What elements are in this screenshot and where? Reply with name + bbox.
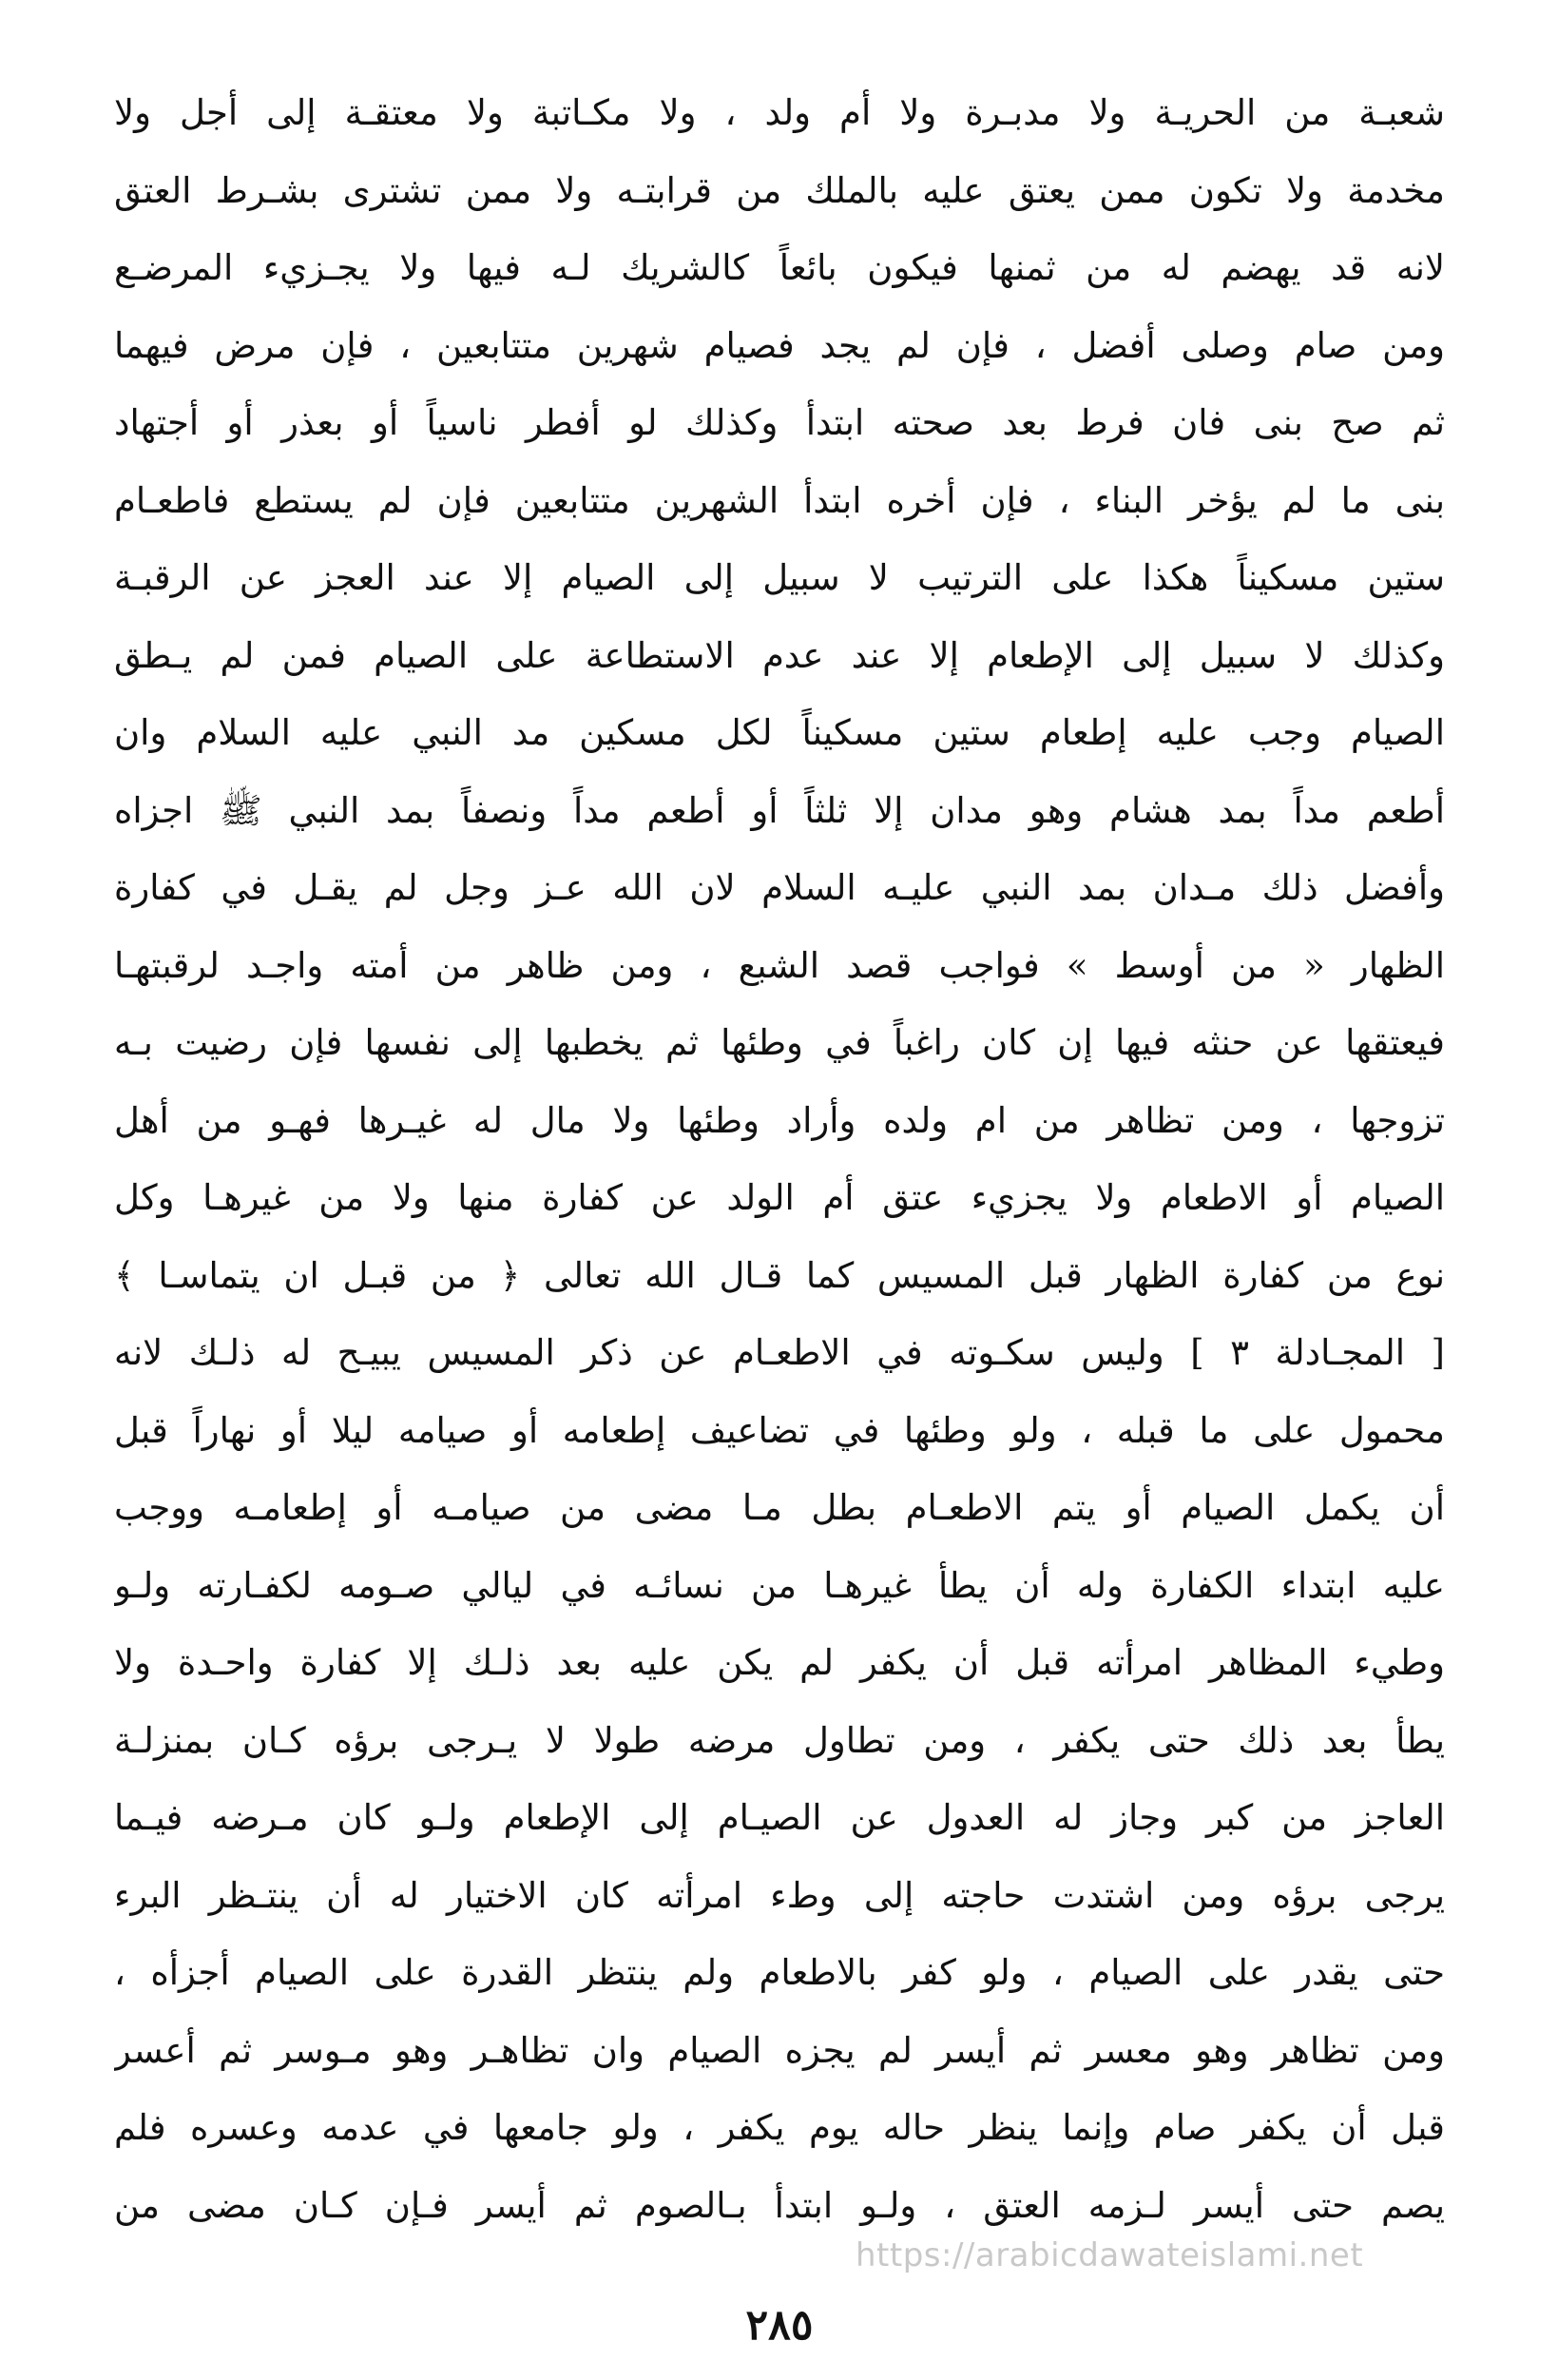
text-line: أن يكمل الصيام أو يتم الاطعـام بطل مـا مضى من صيامـه أو إطعامـه ووجب	[114, 1487, 1445, 1528]
text-line: شعبـة من الحريـة ولا مدبـرة ولا أم ولد ، ولا مكـاتبة ولا معتقـة إلى أجل ولا	[114, 92, 1445, 133]
text-line: [ المجـادلة ٣ ] وليس سكـوته في الاطعـام عن ذكر المسيس يبيـح له ذلـك لانه	[114, 1332, 1445, 1373]
text-line: ومن صام وصلى أفضل ، فإن لم يجد فصيام شهرين متتابعين ، فإن مرض فيهما	[114, 324, 1445, 366]
text-line: ثم صح بنى فان فرط بعد صحته ابتدأ وكذلك لو أفطر ناسياً أو بعذر أو أجتهاد	[114, 402, 1445, 443]
text-line: يرجى برؤه ومن اشتدت حاجته إلى وطء امرأته كان الاختيار له أن ينتـظر البرء	[114, 1874, 1445, 1916]
text-line: يطأ بعد ذلك حتى يكفر ، ومن تطاول مرضه طولا لا يـرجى برؤه كـان بمنزلـة	[114, 1719, 1445, 1761]
watermark-url: https://arabicdawateislami.net	[856, 2236, 1364, 2274]
text-line: فيعتقها عن حنثه فيها إن كان راغباً في وطئها ثم يخطبها إلى نفسها فإن رضيت بـه	[114, 1022, 1445, 1063]
text-line: ستين مسكيناً هكذا على الترتيب لا سبيل إلى الصيام إلا عند العجز عن الرقبـة	[114, 557, 1445, 598]
body-text	[114, 74, 1445, 2244]
text-line: وكذلك لا سبيل إلى الإطعام إلا عند عدم الاستطاعة على الصيام فمن لم يـطق	[114, 634, 1445, 676]
text-line: مخدمة ولا تكون ممن يعتق عليه بالملك من قرابتـه ولا ممن تشترى بشـرط العتق	[114, 169, 1445, 211]
text-line: ومن تظاهر وهو معسر ثم أيسر لم يجزه الصيام وان تظاهـر وهو مـوسر ثم أعسر	[114, 2029, 1445, 2071]
text-line: نوع من كفارة الظهار قبل المسيس كما قـال الله تعالى ﴿ من قبـل ان يتماسـا ﴾	[114, 1254, 1445, 1296]
text-line: الظهار « من أوسط » فواجب قصد الشبع ، ومن ظاهر من أمته واجـد لرقبتهـا	[114, 944, 1445, 986]
text-line: وأفضل ذلك مـدان بمد النبي عليـه السلام لان الله عـز وجل لم يقـل في كفارة	[114, 867, 1445, 908]
text-line: يصم حتى أيسر لـزمه العتق ، ولـو ابتدأ بـالصوم ثم أيسر فـإن كـان مضى من	[114, 2184, 1445, 2226]
text-line: الصيام أو الاطعام ولا يجزيء عتق أم الولد عن كفارة منها ولا من غيرهـا وكل	[114, 1177, 1445, 1218]
text-line: العاجز من كبر وجاز له العدول عن الصيـام إلى الإطعام ولـو كان مـرضه فيـما	[114, 1797, 1445, 1838]
text-line: بنى ما لم يؤخر البناء ، فإن أخره ابتدأ الشهرين متتابعين فإن لم يستطع فاطعـام	[114, 479, 1445, 521]
text-line: عليه ابتداء الكفارة وله أن يطأ غيرهـا من نسائـه في ليالي صـومه لكفـارته ولـو	[114, 1564, 1445, 1606]
text-line: حتى يقدر على الصيام ، ولو كفر بالاطعام ولم ينتظر القدرة على الصيام أجزأه ،	[114, 1952, 1445, 1993]
text-line: تزوجها ، ومن تظاهر من ام ولده وأراد وطئها ولا مال له غيـرها فهـو من أهل	[114, 1099, 1445, 1141]
text-line: الصيام وجب عليه إطعام ستين مسكيناً لكل مسكين مد النبي عليه السلام وان	[114, 712, 1445, 753]
page-number: ٢٨٥	[745, 2301, 814, 2350]
text-line: أطعم مداً بمد هشام وهو مدان إلا ثلثاً أو أطعم مداً ونصفاً بمد النبي ﷺ اجزاه	[114, 789, 1445, 831]
text-line: وطيء المظاهر امرأته قبل أن يكفر لم يكن عليه بعد ذلـك إلا كفارة واحـدة ولا	[114, 1642, 1445, 1683]
text-line: قبل أن يكفر صام وإنما ينظر حاله يوم يكفر ، ولو جامعها في عدمه وعسره فلم	[114, 2107, 1445, 2148]
text-line: لانه قد يهضم له من ثمنها فيكون بائعاً كالشريك لـه فيها ولا يجـزيء المرضـع	[114, 247, 1445, 288]
text-line: محمول على ما قبله ، ولو وطئها في تضاعيف إطعامه أو صيامه ليلا أو نهاراً قبل	[114, 1409, 1445, 1451]
